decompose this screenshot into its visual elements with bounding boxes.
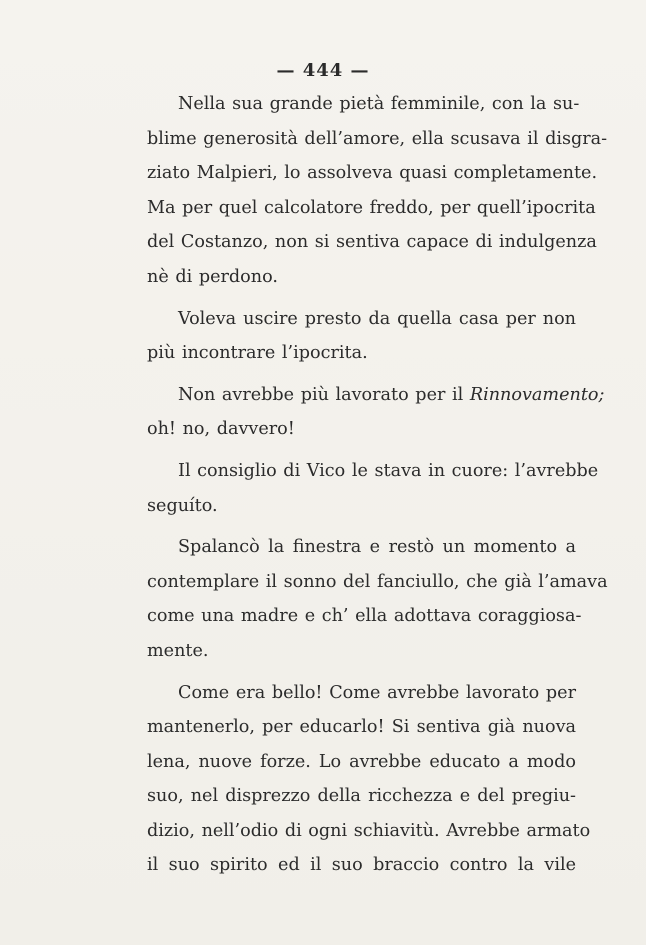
text-run: Non avrebbe più lavorato per il [178,384,470,405]
paragraph-2 [116,302,576,371]
text-line: lena, nuove forze. Lo avrebbe educato a modo [147,751,576,772]
text-line: mente. [147,640,209,661]
text-line: nè di perdono. [147,266,278,287]
paragraph-5 [116,530,608,668]
text-line: del Costanzo, non si sentiva capace di indulgenza [147,232,597,253]
text-line: ziato Malpieri, lo assolveva quasi completamente. [147,163,598,184]
text-line: più incontrare l’ipocrita. [147,343,368,364]
text-body [116,87,608,890]
paragraph-4 [116,454,599,523]
text-line: contemplare il sonno del fanciullo, che già l’amava [147,571,608,592]
paragraph-1 [116,87,608,295]
text-line: Ma per quel calcolatore freddo, per quell’ipocrita [147,197,596,218]
text-line: suo, nel disprezzo della ricchezza e del pregiu- [147,786,576,807]
text-line: Spalancò la finestra e restò un momento a [178,537,576,558]
text-line: blime generosità dell’amore, ella scusava il disgra- [147,128,608,149]
paragraph-3 [116,378,605,447]
journal-title: Rinnovamento; [469,384,605,405]
text-line: seguíto. [147,495,218,516]
page-number: — 444 — [276,60,370,81]
text-line: Nella sua grande pietà femminile, con la su- [178,94,580,114]
text-line: Come era bello! Come avrebbe lavorato per [178,682,576,703]
text-line: Il consiglio di Vico le stava in cuore: l’avrebbe [178,460,599,481]
text-line: come una madre e ch’ ella adottava coraggiosa- [147,606,582,627]
text-line: il suo spirito ed il suo braccio contro la vile [147,855,576,876]
text-line [116,378,605,413]
text-line: Voleva uscire presto da quella casa per non [178,308,576,329]
text-line: oh! no, davvero! [147,419,295,440]
paragraph-6 [116,676,591,884]
text-line: mantenerlo, per educarlo! Si sentiva già nuova [147,717,576,738]
text-line: dizio, nell’odio di ogni schiavitù. Avrebbe armato [147,820,591,841]
